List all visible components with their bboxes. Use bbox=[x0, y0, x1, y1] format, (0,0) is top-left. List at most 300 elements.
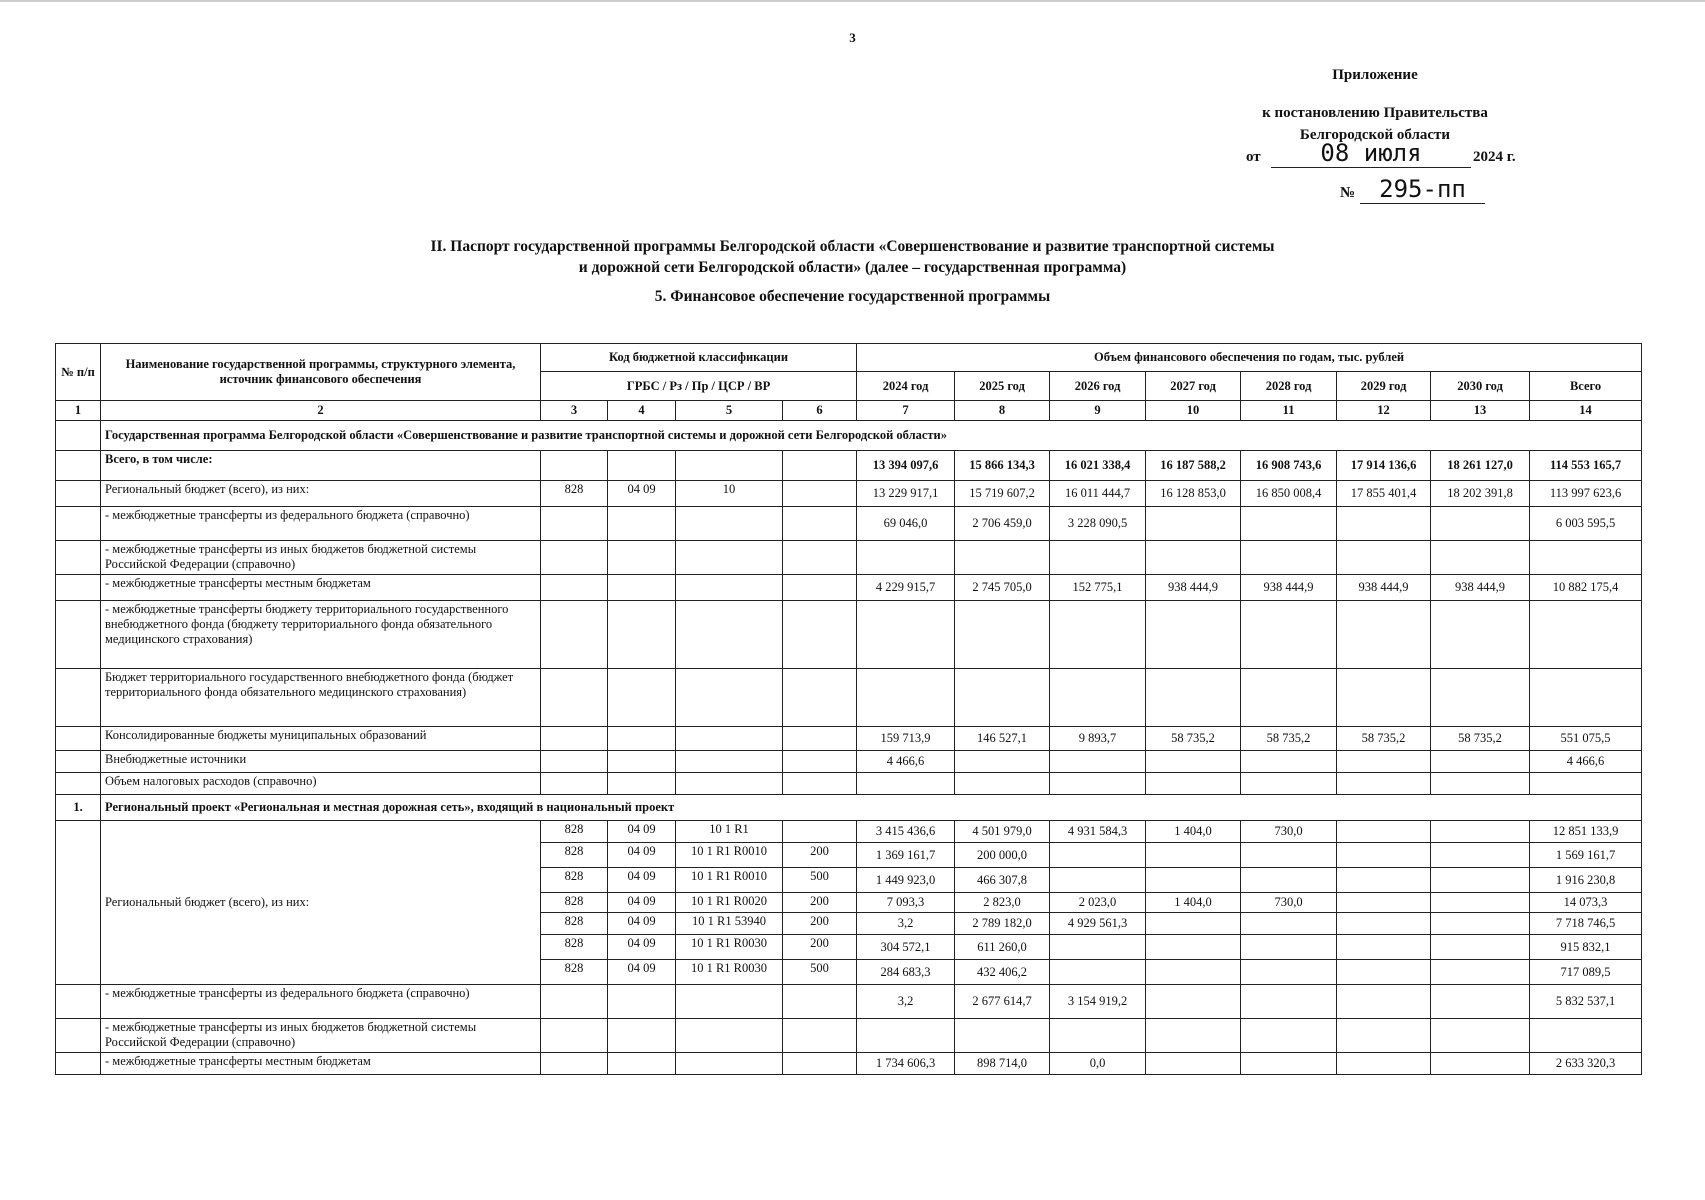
value-cell bbox=[1146, 669, 1241, 727]
header-year: 2030 год bbox=[1431, 372, 1530, 401]
table-row bbox=[56, 401, 1642, 421]
kbk-cell bbox=[541, 669, 608, 727]
kbk-cell bbox=[608, 727, 676, 751]
kbk-cell bbox=[541, 727, 608, 751]
kbk-cell bbox=[783, 541, 857, 575]
kbk-cell bbox=[676, 1019, 783, 1053]
total-cell bbox=[1530, 773, 1642, 795]
kbk-cell bbox=[541, 1019, 608, 1053]
value-cell: 15 719 607,2 bbox=[955, 481, 1050, 507]
total-cell bbox=[1530, 1019, 1642, 1053]
kbk-cell: 10 1 R1 R0010 bbox=[676, 868, 783, 893]
decree-number-line bbox=[1340, 172, 1540, 204]
header-year: 2025 год bbox=[955, 372, 1050, 401]
table-row bbox=[56, 1053, 1642, 1075]
value-cell: 18 202 391,8 bbox=[1431, 481, 1530, 507]
kbk-cell bbox=[676, 601, 783, 669]
value-cell: 432 406,2 bbox=[955, 960, 1050, 985]
kbk-cell: 10 1 R1 R0020 bbox=[676, 893, 783, 913]
kbk-cell bbox=[608, 669, 676, 727]
column-number: 13 bbox=[1431, 401, 1530, 421]
total-cell: 2 633 320,3 bbox=[1530, 1053, 1642, 1075]
table-row bbox=[56, 507, 1642, 541]
value-cell bbox=[1146, 913, 1241, 935]
value-cell: 938 444,9 bbox=[1337, 575, 1431, 601]
row-num-cell bbox=[56, 669, 101, 727]
value-cell bbox=[1431, 893, 1530, 913]
kbk-cell: 04 09 bbox=[608, 843, 676, 868]
value-cell bbox=[1050, 773, 1146, 795]
total-cell: 5 832 537,1 bbox=[1530, 985, 1642, 1019]
column-number: 7 bbox=[857, 401, 955, 421]
kbk-cell bbox=[676, 727, 783, 751]
value-cell: 13 229 917,1 bbox=[857, 481, 955, 507]
value-cell: 1 369 161,7 bbox=[857, 843, 955, 868]
value-cell bbox=[1146, 601, 1241, 669]
value-cell: 16 011 444,7 bbox=[1050, 481, 1146, 507]
kbk-cell: 10 1 R1 R0010 bbox=[676, 843, 783, 868]
kbk-cell bbox=[783, 575, 857, 601]
total-cell: 4 466,6 bbox=[1530, 751, 1642, 773]
total-cell: 717 089,5 bbox=[1530, 960, 1642, 985]
row-num-cell bbox=[56, 727, 101, 751]
kbk-cell: 04 09 bbox=[608, 913, 676, 935]
column-number: 14 bbox=[1530, 401, 1642, 421]
kbk-cell bbox=[541, 451, 608, 481]
value-cell: 4 931 584,3 bbox=[1050, 821, 1146, 843]
total-cell: 551 075,5 bbox=[1530, 727, 1642, 751]
value-cell bbox=[1241, 1019, 1337, 1053]
kbk-cell: 828 bbox=[541, 821, 608, 843]
value-cell bbox=[1337, 821, 1431, 843]
row-num-cell bbox=[56, 1053, 101, 1075]
value-cell bbox=[1146, 541, 1241, 575]
kbk-cell bbox=[608, 507, 676, 541]
table-row bbox=[56, 821, 1642, 843]
value-cell: 1 404,0 bbox=[1146, 893, 1241, 913]
row-label: Объем налоговых расходов (справочно) bbox=[101, 773, 541, 795]
kbk-cell bbox=[676, 1053, 783, 1075]
header-total: Всего bbox=[1530, 372, 1642, 401]
column-number: 6 bbox=[783, 401, 857, 421]
value-cell bbox=[1146, 868, 1241, 893]
value-cell bbox=[1337, 893, 1431, 913]
total-cell: 10 882 175,4 bbox=[1530, 575, 1642, 601]
kbk-cell bbox=[783, 601, 857, 669]
table-row bbox=[56, 773, 1642, 795]
row-label: Внебюджетные источники bbox=[101, 751, 541, 773]
value-cell bbox=[1431, 935, 1530, 960]
value-cell bbox=[1337, 960, 1431, 985]
kbk-cell bbox=[676, 985, 783, 1019]
total-cell: 114 553 165,7 bbox=[1530, 451, 1642, 481]
value-cell bbox=[1337, 1053, 1431, 1075]
kbk-cell bbox=[676, 507, 783, 541]
row-num-cell bbox=[56, 985, 101, 1019]
total-cell: 7 718 746,5 bbox=[1530, 913, 1642, 935]
value-cell bbox=[1146, 935, 1241, 960]
value-cell bbox=[1241, 843, 1337, 868]
header-year: 2026 год bbox=[1050, 372, 1146, 401]
kbk-cell bbox=[541, 985, 608, 1019]
column-number: 4 bbox=[608, 401, 676, 421]
date-prefix: от bbox=[1246, 149, 1261, 165]
value-cell: 284 683,3 bbox=[857, 960, 955, 985]
kbk-cell bbox=[783, 669, 857, 727]
kbk-cell: 04 09 bbox=[608, 868, 676, 893]
column-number: 8 bbox=[955, 401, 1050, 421]
kbk-cell: 04 09 bbox=[608, 893, 676, 913]
value-cell bbox=[1337, 507, 1431, 541]
value-cell: 0,0 bbox=[1050, 1053, 1146, 1075]
number-sign: № bbox=[1340, 185, 1356, 201]
value-cell bbox=[1337, 601, 1431, 669]
value-cell bbox=[1241, 601, 1337, 669]
kbk-cell bbox=[783, 985, 857, 1019]
financing-table bbox=[55, 343, 1642, 1075]
value-cell bbox=[1241, 913, 1337, 935]
page-top-edge bbox=[0, 0, 1705, 2]
total-cell: 1 569 161,7 bbox=[1530, 843, 1642, 868]
value-cell: 17 855 401,4 bbox=[1337, 481, 1431, 507]
value-cell: 200 000,0 bbox=[955, 843, 1050, 868]
header-kbk-sub: ГРБС / Рз / Пр / ЦСР / ВР bbox=[541, 372, 857, 401]
total-cell: 915 832,1 bbox=[1530, 935, 1642, 960]
passport-title-line-2: и дорожной сети Белгородской области» (далее – государственная программа) bbox=[578, 259, 1127, 276]
value-cell bbox=[1337, 935, 1431, 960]
total-cell: 12 851 133,9 bbox=[1530, 821, 1642, 843]
column-number: 9 bbox=[1050, 401, 1146, 421]
kbk-cell bbox=[608, 1053, 676, 1075]
value-cell bbox=[1337, 868, 1431, 893]
kbk-cell: 500 bbox=[783, 868, 857, 893]
value-cell: 898 714,0 bbox=[955, 1053, 1050, 1075]
kbk-cell bbox=[676, 451, 783, 481]
regional-budget-label: Региональный бюджет (всего), из них: bbox=[101, 821, 541, 985]
table-row bbox=[56, 541, 1642, 575]
value-cell: 152 775,1 bbox=[1050, 575, 1146, 601]
row-num-cell bbox=[56, 601, 101, 669]
value-cell: 730,0 bbox=[1241, 893, 1337, 913]
kbk-cell: 10 bbox=[676, 481, 783, 507]
kbk-cell: 04 09 bbox=[608, 960, 676, 985]
value-cell: 16 187 588,2 bbox=[1146, 451, 1241, 481]
value-cell bbox=[1431, 773, 1530, 795]
kbk-cell bbox=[541, 773, 608, 795]
table-row bbox=[56, 481, 1642, 507]
value-cell bbox=[955, 669, 1050, 727]
value-cell bbox=[1431, 507, 1530, 541]
value-cell bbox=[1337, 541, 1431, 575]
project-number: 1. bbox=[56, 795, 101, 821]
kbk-cell: 828 bbox=[541, 893, 608, 913]
kbk-cell bbox=[608, 451, 676, 481]
kbk-cell bbox=[608, 541, 676, 575]
value-cell: 4 229 915,7 bbox=[857, 575, 955, 601]
value-cell bbox=[1337, 985, 1431, 1019]
kbk-cell bbox=[541, 601, 608, 669]
value-cell bbox=[857, 773, 955, 795]
kbk-cell bbox=[783, 1053, 857, 1075]
kbk-cell bbox=[541, 1053, 608, 1075]
value-cell bbox=[1431, 1019, 1530, 1053]
value-cell bbox=[1431, 669, 1530, 727]
value-cell: 9 893,7 bbox=[1050, 727, 1146, 751]
value-cell bbox=[1241, 985, 1337, 1019]
kbk-cell bbox=[608, 773, 676, 795]
value-cell bbox=[1431, 821, 1530, 843]
total-cell: 1 916 230,8 bbox=[1530, 868, 1642, 893]
value-cell: 3 154 919,2 bbox=[1050, 985, 1146, 1019]
appendix-line-1: к постановлению Правительства bbox=[1262, 105, 1488, 121]
kbk-cell: 828 bbox=[541, 935, 608, 960]
kbk-cell: 04 09 bbox=[608, 481, 676, 507]
value-cell: 304 572,1 bbox=[857, 935, 955, 960]
value-cell bbox=[1146, 773, 1241, 795]
value-cell: 7 093,3 bbox=[857, 893, 955, 913]
value-cell: 16 128 853,0 bbox=[1146, 481, 1241, 507]
value-cell: 4 466,6 bbox=[857, 751, 955, 773]
value-cell: 938 444,9 bbox=[1431, 575, 1530, 601]
kbk-cell: 04 09 bbox=[608, 821, 676, 843]
value-cell: 58 735,2 bbox=[1337, 727, 1431, 751]
value-cell bbox=[857, 601, 955, 669]
kbk-cell bbox=[676, 575, 783, 601]
value-cell bbox=[1241, 751, 1337, 773]
kbk-cell: 200 bbox=[783, 935, 857, 960]
value-cell: 58 735,2 bbox=[1241, 727, 1337, 751]
table-row bbox=[56, 1019, 1642, 1053]
value-cell bbox=[1146, 507, 1241, 541]
kbk-cell bbox=[676, 541, 783, 575]
column-number: 1 bbox=[56, 401, 101, 421]
kbk-cell: 200 bbox=[783, 913, 857, 935]
passport-title-line-1: II. Паспорт государственной программы Белгородской области «Совершенствование и развитие транспортной системы bbox=[430, 238, 1275, 255]
value-cell bbox=[1241, 669, 1337, 727]
kbk-cell bbox=[783, 481, 857, 507]
kbk-cell bbox=[541, 575, 608, 601]
value-cell bbox=[1146, 985, 1241, 1019]
value-cell: 15 866 134,3 bbox=[955, 451, 1050, 481]
row-num-cell bbox=[56, 507, 101, 541]
value-cell: 1 449 923,0 bbox=[857, 868, 955, 893]
kbk-cell bbox=[541, 507, 608, 541]
appendix-block bbox=[1200, 64, 1550, 146]
value-cell: 16 908 743,6 bbox=[1241, 451, 1337, 481]
table-row bbox=[56, 575, 1642, 601]
kbk-cell bbox=[783, 507, 857, 541]
row-num-cell bbox=[56, 421, 101, 451]
header-num: № п/п bbox=[56, 344, 101, 401]
appendix-title: Приложение bbox=[1332, 67, 1418, 83]
value-cell bbox=[1241, 541, 1337, 575]
value-cell bbox=[1431, 541, 1530, 575]
row-label: - межбюджетные трансферты из иных бюджетов бюджетной системы Российской Федерации (справочно) bbox=[101, 1019, 541, 1053]
value-cell bbox=[1431, 960, 1530, 985]
kbk-cell: 828 bbox=[541, 960, 608, 985]
value-cell: 2 789 182,0 bbox=[955, 913, 1050, 935]
kbk-cell bbox=[608, 601, 676, 669]
value-cell bbox=[1241, 1053, 1337, 1075]
kbk-cell: 828 bbox=[541, 868, 608, 893]
date-suffix: 2024 г. bbox=[1473, 149, 1516, 165]
value-cell: 611 260,0 bbox=[955, 935, 1050, 960]
total-cell: 113 997 623,6 bbox=[1530, 481, 1642, 507]
row-num-cell bbox=[56, 541, 101, 575]
value-cell bbox=[1241, 960, 1337, 985]
kbk-cell bbox=[608, 575, 676, 601]
value-cell bbox=[1050, 751, 1146, 773]
value-cell: 2 745 705,0 bbox=[955, 575, 1050, 601]
decree-date-line bbox=[1240, 138, 1550, 168]
value-cell bbox=[1146, 1019, 1241, 1053]
row-label: - межбюджетные трансферты из федерального бюджета (справочно) bbox=[101, 985, 541, 1019]
row-label: Всего, в том числе: bbox=[101, 451, 541, 481]
value-cell bbox=[1431, 868, 1530, 893]
value-cell bbox=[1431, 601, 1530, 669]
project-title: Региональный проект «Региональная и местная дорожная сеть», входящий в национальный проект bbox=[101, 795, 1642, 821]
value-cell bbox=[1241, 868, 1337, 893]
table-row bbox=[56, 451, 1642, 481]
value-cell: 730,0 bbox=[1241, 821, 1337, 843]
kbk-cell: 10 1 R1 R0030 bbox=[676, 935, 783, 960]
total-cell bbox=[1530, 541, 1642, 575]
value-cell: 58 735,2 bbox=[1431, 727, 1530, 751]
value-cell: 3 228 090,5 bbox=[1050, 507, 1146, 541]
kbk-cell: 828 bbox=[541, 481, 608, 507]
value-cell bbox=[1050, 541, 1146, 575]
kbk-cell bbox=[783, 1019, 857, 1053]
value-cell: 3,2 bbox=[857, 913, 955, 935]
value-cell bbox=[1241, 935, 1337, 960]
value-cell: 4 501 979,0 bbox=[955, 821, 1050, 843]
kbk-cell bbox=[783, 821, 857, 843]
value-cell bbox=[1050, 960, 1146, 985]
header-name: Наименование государственной программы, структурного элемента, источник финансового обеспечения bbox=[101, 344, 541, 401]
value-cell bbox=[1431, 913, 1530, 935]
value-cell: 3,2 bbox=[857, 985, 955, 1019]
value-cell: 159 713,9 bbox=[857, 727, 955, 751]
value-cell: 146 527,1 bbox=[955, 727, 1050, 751]
kbk-cell bbox=[783, 773, 857, 795]
row-label: - межбюджетные трансферты из федерального бюджета (справочно) bbox=[101, 507, 541, 541]
value-cell bbox=[1050, 601, 1146, 669]
row-label: Консолидированные бюджеты муниципальных образований bbox=[101, 727, 541, 751]
value-cell: 3 415 436,6 bbox=[857, 821, 955, 843]
value-cell: 58 735,2 bbox=[1146, 727, 1241, 751]
column-number: 3 bbox=[541, 401, 608, 421]
table-row bbox=[56, 985, 1642, 1019]
column-number: 10 bbox=[1146, 401, 1241, 421]
kbk-cell: 10 1 R1 53940 bbox=[676, 913, 783, 935]
value-cell: 938 444,9 bbox=[1146, 575, 1241, 601]
row-label: Бюджет территориального государственного внебюджетного фонда (бюджет территориального фонда обязательного медицинского страхования) bbox=[101, 669, 541, 727]
kbk-cell: 10 1 R1 bbox=[676, 821, 783, 843]
total-cell bbox=[1530, 669, 1642, 727]
value-cell bbox=[1146, 751, 1241, 773]
value-cell: 13 394 097,6 bbox=[857, 451, 955, 481]
value-cell bbox=[1337, 751, 1431, 773]
value-cell: 466 307,8 bbox=[955, 868, 1050, 893]
header-year: 2028 год bbox=[1241, 372, 1337, 401]
total-cell: 6 003 595,5 bbox=[1530, 507, 1642, 541]
table-row bbox=[56, 669, 1642, 727]
column-number: 2 bbox=[101, 401, 541, 421]
value-cell bbox=[1431, 1053, 1530, 1075]
value-cell bbox=[955, 601, 1050, 669]
row-label: - межбюджетные трансферты местным бюджетам bbox=[101, 1053, 541, 1075]
kbk-cell bbox=[676, 669, 783, 727]
table-row bbox=[56, 601, 1642, 669]
value-cell bbox=[955, 1019, 1050, 1053]
kbk-cell: 04 09 bbox=[608, 935, 676, 960]
value-cell: 18 261 127,0 bbox=[1431, 451, 1530, 481]
kbk-cell bbox=[783, 751, 857, 773]
value-cell bbox=[1431, 751, 1530, 773]
value-cell bbox=[857, 669, 955, 727]
value-cell bbox=[1431, 985, 1530, 1019]
row-num-cell bbox=[56, 773, 101, 795]
value-cell bbox=[955, 541, 1050, 575]
value-cell: 2 023,0 bbox=[1050, 893, 1146, 913]
row-num-cell bbox=[56, 1019, 101, 1053]
value-cell bbox=[1337, 773, 1431, 795]
row-label: Региональный бюджет (всего), из них: bbox=[101, 481, 541, 507]
value-cell bbox=[1050, 843, 1146, 868]
section-title: 5. Финансовое обеспечение государственной программы bbox=[654, 288, 1051, 305]
value-cell bbox=[1050, 1019, 1146, 1053]
appendix-line-2: Белгородской области bbox=[1299, 127, 1451, 143]
row-num-cell bbox=[56, 821, 101, 985]
value-cell bbox=[1337, 669, 1431, 727]
value-cell bbox=[955, 773, 1050, 795]
value-cell bbox=[1241, 773, 1337, 795]
row-label: - межбюджетные трансферты бюджету территориального государственного внебюджетного фонда (бюджету территориального фонда обязательного медицинского страхования) bbox=[101, 601, 541, 669]
row-label: - межбюджетные трансферты из иных бюджетов бюджетной системы Российской Федерации (справочно) bbox=[101, 541, 541, 575]
column-number: 11 bbox=[1241, 401, 1337, 421]
value-cell bbox=[1241, 507, 1337, 541]
header-year: 2027 год bbox=[1146, 372, 1241, 401]
kbk-cell: 200 bbox=[783, 893, 857, 913]
kbk-cell bbox=[608, 751, 676, 773]
value-cell: 17 914 136,6 bbox=[1337, 451, 1431, 481]
kbk-cell bbox=[541, 751, 608, 773]
kbk-cell bbox=[608, 985, 676, 1019]
row-num-cell bbox=[56, 481, 101, 507]
kbk-cell: 10 1 R1 R0030 bbox=[676, 960, 783, 985]
kbk-cell: 828 bbox=[541, 843, 608, 868]
value-cell: 69 046,0 bbox=[857, 507, 955, 541]
value-cell bbox=[1146, 843, 1241, 868]
passport-title bbox=[0, 236, 1705, 278]
value-cell bbox=[1337, 1019, 1431, 1053]
table-row bbox=[56, 795, 1642, 821]
column-number: 12 bbox=[1337, 401, 1431, 421]
value-cell bbox=[1050, 935, 1146, 960]
header-volume: Объем финансового обеспечения по годам, тыс. рублей bbox=[857, 344, 1642, 372]
table-row bbox=[56, 751, 1642, 773]
value-cell: 2 677 614,7 bbox=[955, 985, 1050, 1019]
row-num-cell bbox=[56, 451, 101, 481]
header-year: 2029 год bbox=[1337, 372, 1431, 401]
total-cell bbox=[1530, 601, 1642, 669]
value-cell bbox=[1337, 843, 1431, 868]
value-cell bbox=[1146, 960, 1241, 985]
kbk-cell bbox=[676, 751, 783, 773]
decree-number: 295-пп bbox=[1360, 175, 1485, 204]
kbk-cell: 500 bbox=[783, 960, 857, 985]
value-cell bbox=[1146, 1053, 1241, 1075]
